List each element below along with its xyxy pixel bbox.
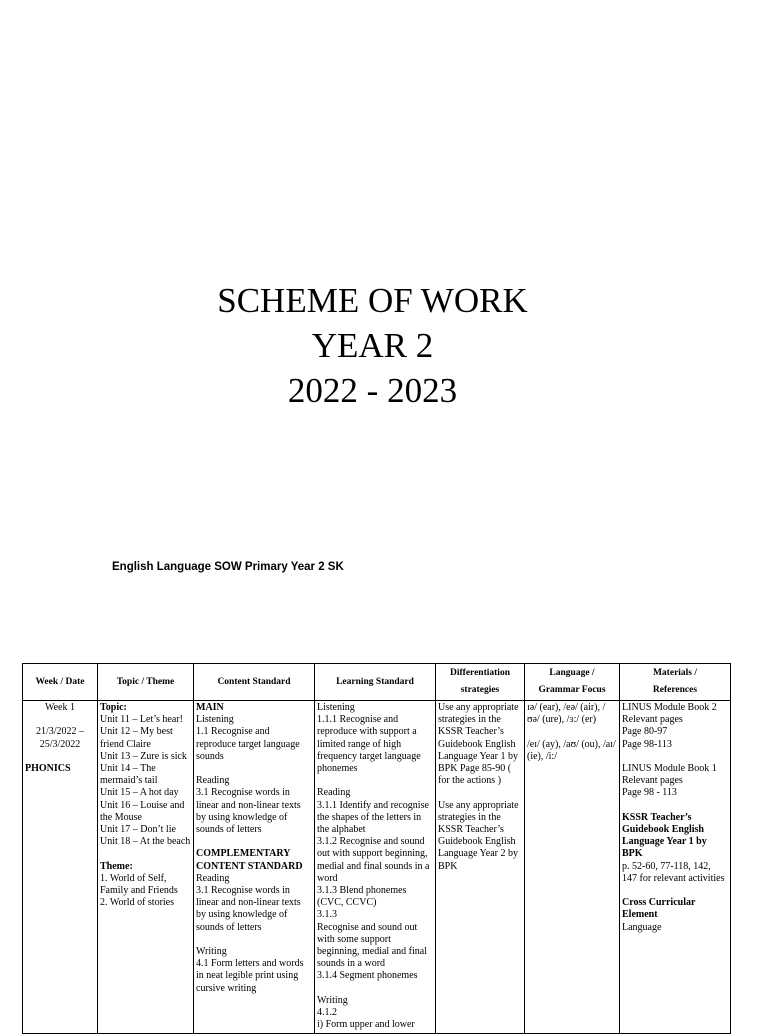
material-pages: Page 80-97	[622, 726, 668, 738]
learning-standard-item: 3.1.4 Segment phonemes	[317, 970, 418, 982]
cross-curricular-heading: Cross Curricular Element	[622, 897, 696, 921]
header-language-grammar: Language / Grammar Focus	[525, 664, 620, 701]
content-standard-item: 4.1 Form letters and words in neat legible print using cursive writing	[196, 958, 304, 994]
cell-differentiation	[436, 701, 525, 1034]
learning-standard-item: 1.1.1 Recognise and reproduce with support a limited range of high frequency target language phonemes	[317, 714, 421, 775]
title-line-3: 2022 - 2023	[287, 371, 458, 410]
complementary-heading: COMPLEMENTARY CONTENT STANDARD	[196, 848, 303, 872]
learning-standard-item: 4.1.2	[317, 1007, 337, 1019]
table-row	[23, 701, 731, 1034]
unit-item: Unit 14 – The mermaid’s tail	[100, 763, 158, 787]
theme-item: 1. World of Self, Family and Friends	[100, 872, 178, 897]
cell-learning-standard	[315, 701, 436, 1034]
skill-listening: Listening	[196, 714, 234, 726]
skill-writing: Writing	[196, 946, 227, 958]
theme-heading: Theme:	[100, 860, 133, 872]
learning-standard-item: Recognise and sound out with some support beginning, medial and final sounds in a word	[317, 921, 427, 970]
header-topic-theme: Topic / Theme	[98, 664, 194, 701]
material-title: LINUS Module Book 2	[622, 702, 717, 713]
header-week-date: Week / Date	[23, 664, 98, 701]
header-differentiation: Differentiation strategies	[436, 664, 525, 701]
unit-item: Unit 11 – Let’s hear!	[100, 714, 183, 726]
learning-standard-item: 3.1.3 Blend phonemes (CVC, CCVC)	[317, 885, 407, 909]
header-content-standard: Content Standard	[194, 664, 315, 701]
material-note: Relevant pages	[622, 714, 683, 726]
header-learning-standard: Learning Standard	[315, 664, 436, 701]
learning-standard-item: 3.1.1 Identify and recognise the shapes of the letters in the alphabet	[317, 799, 429, 836]
unit-item: Unit 17 – Don’t lie	[100, 824, 176, 836]
document-subtitle: English Language SOW Primary Year 2 SK	[112, 561, 344, 573]
skill-reading: Reading	[317, 787, 351, 799]
title-line-1: SCHEME OF WORK	[217, 281, 528, 320]
learning-standard-item: i) Form upper and lower	[317, 1019, 415, 1031]
cell-language-focus	[525, 701, 620, 1034]
week-label: Week 1	[44, 702, 75, 713]
topic-heading: Topic:	[100, 702, 127, 713]
phoneme-list: /eɪ/ (ay), /aʊ/ (ou), /aɪ/ (ie), /i:/	[527, 738, 616, 762]
strategy-item: Use any appropriate strategies in the KSSR Teacher’s Guidebook English Language Year 1 by BPK Page 85-90 ( for the actions )	[438, 702, 519, 787]
skill-label: PHONICS	[25, 762, 71, 774]
content-standard-item: 3.1 Recognise words in linear and non-linear texts by using knowledge of sounds of letters	[196, 787, 301, 836]
content-standard-item: 3.1 Recognise words in linear and non-linear texts by using knowledge of sounds of letters	[196, 885, 301, 933]
scheme-of-work-table	[22, 663, 731, 1034]
unit-item: Unit 12 – My best friend Claire	[100, 726, 173, 750]
main-heading: MAIN	[196, 702, 224, 713]
unit-item: Unit 15 – A hot day	[100, 787, 179, 799]
material-pages: p. 52-60, 77-118, 142, 147 for relevant activities	[622, 860, 725, 884]
material-title: KSSR Teacher’s Guidebook English Language Year 1 by BPK	[622, 811, 707, 860]
skill-listening: Listening	[317, 702, 355, 713]
week-date-end: 25/3/2022	[39, 738, 81, 750]
cell-materials	[620, 701, 731, 1034]
material-pages: Page 98 - 113	[622, 787, 677, 799]
document-title	[0, 278, 745, 413]
cell-content-standard	[194, 701, 315, 1034]
skill-writing: Writing	[317, 994, 348, 1006]
unit-item: Unit 16 – Louise and the Mouse	[100, 799, 185, 823]
material-note: Relevant pages	[622, 775, 683, 787]
theme-item: 2. World of stories	[100, 897, 175, 909]
strategy-item: Use any appropriate strategies in the KSSR Teacher’s Guidebook English Language Year 2 by BPK	[438, 799, 519, 872]
header-materials-references: Materials / References	[620, 664, 731, 701]
cell-week-date	[23, 701, 98, 1034]
title-line-2: YEAR 2	[311, 326, 434, 365]
material-pages: Page 98-113	[622, 738, 672, 750]
learning-standard-item: 3.1.2 Recognise and sound out with support beginning, medial and final sounds in a word	[317, 836, 430, 884]
cell-topic-theme	[98, 701, 194, 1034]
content-standard-item: 1.1 Recognise and reproduce target language sounds	[196, 726, 300, 762]
material-title: LINUS Module Book 1	[622, 763, 717, 774]
learning-standard-item: 3.1.3	[317, 909, 337, 921]
unit-item: Unit 13 – Zure is sick	[100, 750, 187, 762]
skill-reading: Reading	[196, 872, 230, 884]
cross-curricular-value: Language	[622, 921, 662, 933]
unit-item: Unit 18 – At the beach	[100, 836, 191, 848]
skill-reading: Reading	[196, 775, 230, 787]
table-header-row	[23, 664, 731, 701]
week-date-start: 21/3/2022 –	[35, 726, 85, 738]
phoneme-list: ɪə/ (ear), /eə/ (air), /ʊə/ (ure), /ɜ:/ (er)	[527, 702, 606, 726]
